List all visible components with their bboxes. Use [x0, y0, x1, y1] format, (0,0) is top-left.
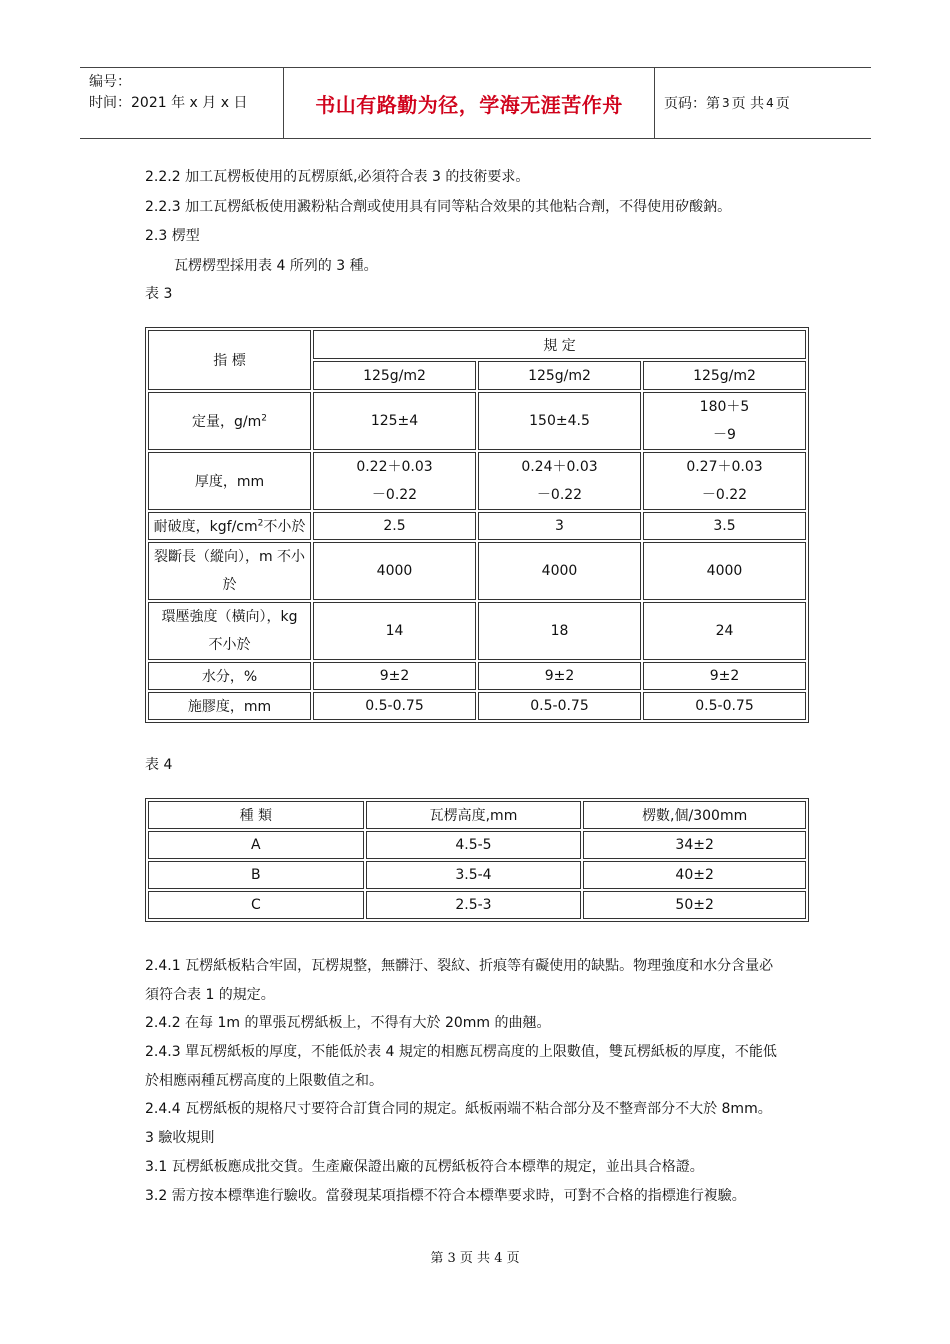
para-2-3-body: 瓦楞楞型採用表 4 所列的 3 種。	[174, 258, 378, 274]
t3-header-spec: 規 定	[313, 330, 806, 359]
t3-header-index: 指 標	[148, 330, 311, 390]
t3-cell: 24	[643, 602, 806, 660]
t4-cell: 2.5-3	[366, 891, 582, 919]
header-meta	[80, 68, 284, 138]
t4-header: 瓦楞高度,mm	[366, 801, 582, 829]
t3-col-2: 125g/m2	[478, 361, 641, 390]
t3-row-break-label: 裂斷長（縱向），m 不小 於	[148, 542, 311, 600]
t3-row-moist-label: 水分，%	[148, 662, 311, 690]
t3-cell: 14	[313, 602, 476, 660]
t3-cell: 18	[478, 602, 641, 660]
t3-row-ring-label: 環壓強度（橫向），kg 不小於	[148, 602, 311, 660]
para-3-heading: 3 驗收規則	[145, 1130, 215, 1146]
page-footer: 第 3 页 共 4 页	[430, 1251, 520, 1266]
t3-cell: 2.5	[313, 512, 476, 540]
t3-row-thick-label: 厚度，mm	[148, 452, 311, 510]
para-2-4-2: 2.4.2 在每 1m 的單張瓦楞紙板上，不得有大於 20mm 的曲翹。	[145, 1015, 551, 1031]
para-2-2-2: 2.2.2 加工瓦楞板使用的瓦楞原紙,必須符合表 3 的技術要求。	[145, 169, 530, 185]
t3-cell: 150±4.5	[478, 392, 641, 450]
page-prefix: 页码：第	[664, 96, 720, 112]
para-2-4-3a: 2.4.3 單瓦楞紙板的厚度，不能低於表 4 規定的相應瓦楞高度的上限數值，雙瓦楞紙板的厚度，不能低	[145, 1044, 777, 1060]
t3-cell: 4000	[313, 542, 476, 600]
page-mid: 页 共	[731, 96, 765, 112]
table-4	[145, 798, 809, 922]
t4-cell: 50±2	[583, 891, 806, 919]
t3-cell: 0.5-0.75	[313, 692, 476, 720]
para-2-4-4: 2.4.4 瓦楞紙板的規格尺寸要符合訂貨合同的規定。紙板兩端不粘合部分及不整齊部分不大於 8mm。	[145, 1101, 772, 1117]
t3-col-3: 125g/m2	[643, 361, 806, 390]
t4-cell: 4.5-5	[366, 831, 582, 859]
t3-cell: 9±2	[313, 662, 476, 690]
para-2-4-3b: 於相應兩種瓦楞高度的上限數值之和。	[145, 1073, 383, 1089]
table4-label: 表 4	[145, 757, 173, 773]
para-2-3-heading: 2.3 楞型	[145, 228, 200, 244]
t4-cell: B	[148, 861, 364, 889]
t3-cell: 3	[478, 512, 641, 540]
page-header	[80, 67, 871, 139]
para-2-4-1a: 2.4.1 瓦楞紙板粘合牢固，瓦楞規整，無髒汙、裂紋、折痕等有礙使用的缺點。物理強度和水分含量必	[145, 958, 774, 974]
t3-cell: 4000	[643, 542, 806, 600]
header-motto: 书山有路勤为径，学海无涯苦作舟	[284, 68, 655, 138]
t4-cell: A	[148, 831, 364, 859]
t3-col-1: 125g/m2	[313, 361, 476, 390]
page-suffix: 页	[775, 96, 790, 112]
t3-cell: 125±4	[313, 392, 476, 450]
t4-header: 楞數,個/300mm	[583, 801, 806, 829]
para-2-4-1b: 須符合表 1 的規定。	[145, 987, 275, 1003]
t4-cell: 34±2	[583, 831, 806, 859]
t3-cell: 0.27＋0.03 －0.22	[643, 452, 806, 510]
t3-cell: 3.5	[643, 512, 806, 540]
header-time-label: 时间：2021 年 x 月 x 日	[89, 95, 248, 111]
t3-cell: 180＋5 －9	[643, 392, 806, 450]
table3-label: 表 3	[145, 286, 173, 302]
t4-cell: 40±2	[583, 861, 806, 889]
header-page-info	[655, 68, 871, 138]
t3-cell: 0.5-0.75	[643, 692, 806, 720]
header-number-label: 编号：	[89, 74, 131, 90]
page-number: 3	[722, 96, 730, 110]
t4-cell: C	[148, 891, 364, 919]
page-total: 4	[766, 96, 774, 110]
t3-row-glue-label: 施膠度，mm	[148, 692, 311, 720]
t4-header: 種 類	[148, 801, 364, 829]
t3-row-weight-label: 定量，$g/m^2$	[148, 392, 311, 450]
para-2-2-3: 2.2.3 加工瓦楞紙板使用澱粉粘合劑或使用具有同等粘合效果的其他粘合劑，不得使用矽酸鈉。	[145, 199, 732, 215]
t3-cell: 9±2	[643, 662, 806, 690]
t3-cell: 0.24＋0.03 －0.22	[478, 452, 641, 510]
para-3-1: 3.1 瓦楞紙板應成批交貨。生產廠保證出廠的瓦楞紙板符合本標準的規定，並出具合格證。	[145, 1159, 704, 1175]
t3-row-burst-label: 耐破度，kgf/$cm^2$不小於	[148, 512, 311, 540]
t3-cell: 0.5-0.75	[478, 692, 641, 720]
t3-cell: 0.22＋0.03 －0.22	[313, 452, 476, 510]
t3-cell: 9±2	[478, 662, 641, 690]
para-3-2: 3.2 需方按本標準進行驗收。當發現某項指標不符合本標準要求時，可對不合格的指標進行複驗。	[145, 1188, 746, 1204]
table-3	[145, 327, 809, 723]
t3-cell: 4000	[478, 542, 641, 600]
t4-cell: 3.5-4	[366, 861, 582, 889]
